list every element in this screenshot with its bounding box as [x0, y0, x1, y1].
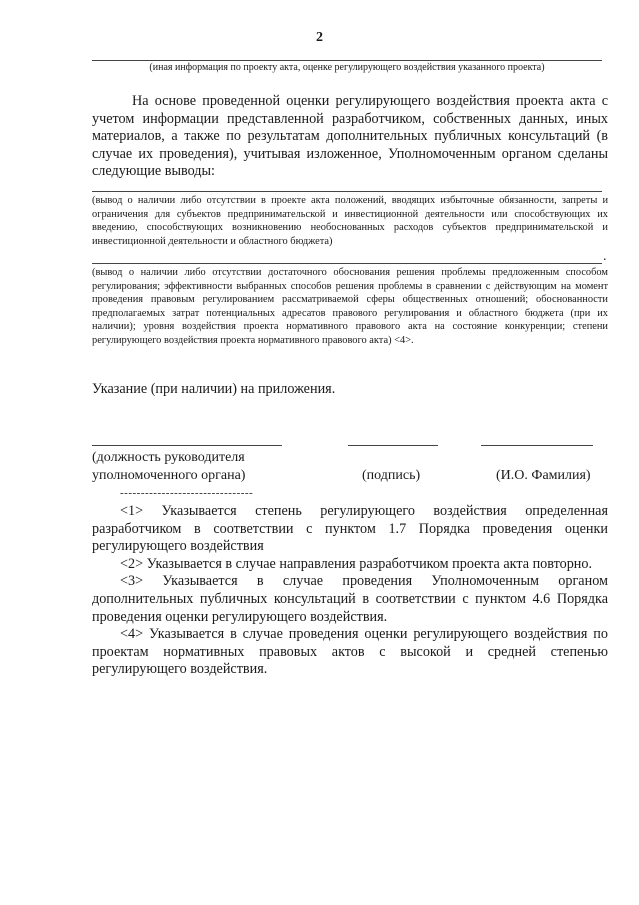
other-info-caption: (иная информация по проекту акта, оценке регулирующего воздействия указанного проекта): [149, 62, 545, 73]
conclusion-2-caption: (вывод о наличии либо отсутствии достаточного обоснования решения проблемы предложенным способом регулирования; эффективности выбранных способов решения проблемы в сравнении с действующим на момент проведения правовым регулированием рассматриваемой сферы общественных отношений; обоснованности предполагаемых затрат потенциальных адресатов правового регулирования и областного бюджета (при их наличии); уровня воздействия проекта нормативного правового акта на состояние конкуренции; степени регулирующего воздействия проекта нормативного правового акта) <4>.: [92, 267, 608, 346]
main-paragraph: На основе проведенной оценки регулирующего воздействия проекта акта с учетом информации представленной разработчиком, собственных данных, иных материалов, а также по результатам дополнительных публичных консультаций (в случае их проведения), учитывая изложенное, Уполномоченным органом сделаны следующие выводы:: [92, 93, 608, 180]
conclusion-1-line: [92, 191, 602, 192]
conclusion-2-line: [92, 263, 602, 264]
attachments-note: Указание (при наличии) на приложения.: [92, 381, 336, 397]
footnote-1: <1> Указывается степень регулирующего воздействия определенная разработчиком в соответствии с пунктом 1.7 Порядка проведения оценки регулирующего воздействия: [92, 503, 608, 555]
position-label-line-1: (должность руководителя: [92, 450, 245, 465]
footnote-3: <3> Указывается в случае проведения Уполномоченным органом дополнительных публичных консультаций в соответствии с пунктом 4.6 Порядка проведения оценки регулирующего воздействия.: [92, 573, 608, 625]
page-number: 2: [316, 30, 323, 45]
conclusion-1-caption: (вывод о наличии либо отсутствии в проекте акта положений, вводящих избыточные обязанности, запреты и ограничения для субъектов предпринимательской и инвестиционной деятельности или способствующих их введению, способствующих возникновению необоснованных расходов субъектов предпринимательской и инвестиционной деятельности и областного бюджета): [92, 195, 608, 247]
name-label: (И.О. Фамилия): [496, 468, 591, 483]
name-signature-line: [481, 445, 593, 446]
footnote-separator: --------------------------------: [120, 487, 254, 499]
other-info-line: [92, 60, 602, 61]
position-label-line-2: уполномоченного органа): [92, 467, 246, 483]
footnote-4: <4> Указывается в случае проведения оценки регулирующего воздействия по проектам нормативных правовых актов с высокой и средней степенью регулирующего воздействия.: [92, 626, 608, 678]
position-signature-line: [92, 445, 282, 446]
footnote-2: <2> Указывается в случае направления разработчиком проекта акта повторно.: [120, 555, 593, 572]
signature-label: (подпись): [362, 468, 421, 483]
footnotes: [92, 503, 608, 679]
conclusion-2-period: .: [603, 249, 607, 264]
signature-line: [348, 445, 438, 446]
position-label: [92, 449, 245, 484]
